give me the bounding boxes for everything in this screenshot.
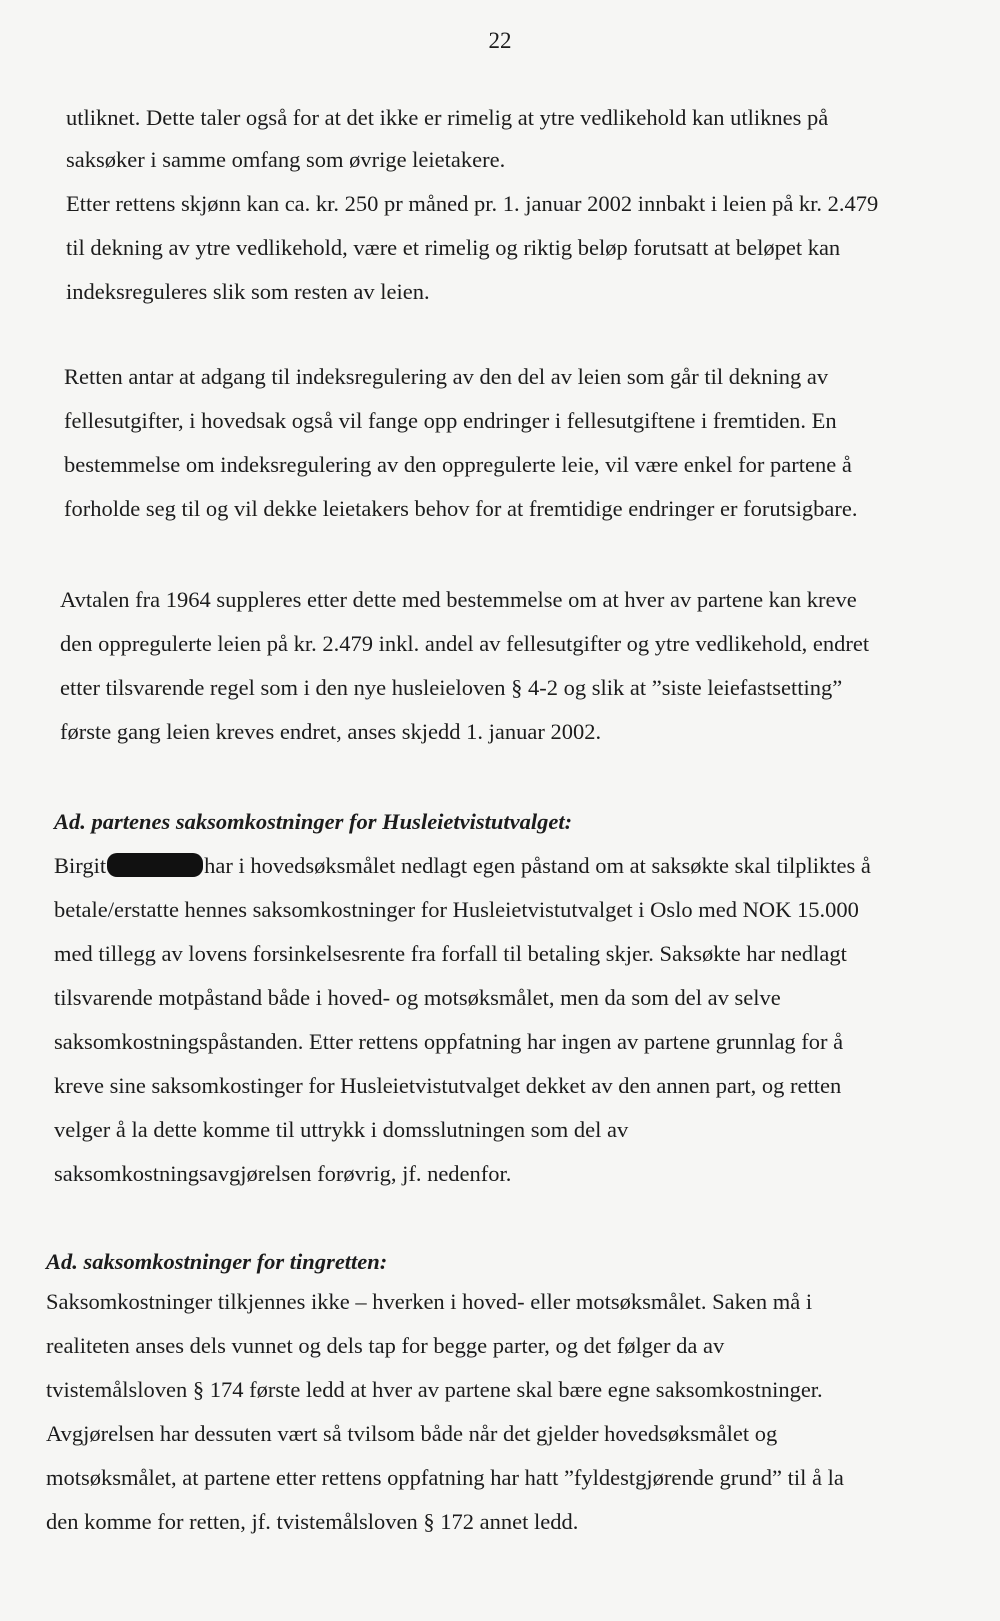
text-line: forholde seg til og vil dekke leietakers behov for at fremtidige endringer er forutsigbare. [64,496,858,521]
text-line: den oppregulerte leien på kr. 2.479 inkl. andel av fellesutgifter og ytre vedlikehold, endret [60,631,870,656]
paragraph-2 [64,363,964,533]
text-line: kreve sine saksomkostinger for Husleietvistutvalget dekket av den annen part, og retten [54,1073,842,1098]
text-line: Retten antar at adgang til indeksregulering av den del av leien som går til dekning av [64,364,829,389]
section-heading: Ad. saksomkostninger for tingretten: [46,1249,388,1274]
section-tingretten [46,1248,966,1538]
text-line: velger å la dette komme til uttrykk i domsslutningen som del av [54,1117,629,1142]
paragraph-3 [60,586,960,756]
text-line: saksøker i samme omfang som øvrige leietakere. [66,147,506,172]
text-line: saksomkostningspåstanden. Etter rettens oppfatning har ingen av partene grunnlag for å [54,1029,844,1054]
text-line: tilsvarende motpåstand både i hoved- og motsøksmålet, men da som del av selve [54,985,781,1010]
text-line: betale/erstatte hennes saksomkostninger for Husleietvistutvalget i Oslo med NOK 15.000 [54,897,859,922]
text-line: tvistemålsloven § 174 første ledd at hver av partene skal bære egne saksomkostninger. [46,1377,823,1402]
text-line: Avgjørelsen har dessuten vært så tvilsom både når det gjelder hovedsøksmålet og [46,1421,778,1446]
text-line: realiteten anses dels vunnet og dels tap for begge parter, og det følger da av [46,1333,725,1358]
text-line: fellesutgifter, i hovedsak også vil fange opp endringer i fellesutgiftene i fremtiden. En [64,408,837,433]
text-line: bestemmelse om indeksregulering av den oppregulerte leie, vil være enkel for partene å [64,452,852,477]
text-line: indeksreguleres slik som resten av leien. [66,279,430,304]
page-number: 22 [488,28,512,53]
text-fragment: har i hovedsøksmålet nedlagt egen påstand om at saksøkte skal tilpliktes å [204,853,871,878]
text-line: Avtalen fra 1964 suppleres etter dette med bestemmelse om at hver av partene kan kreve [60,587,857,612]
text-line: den komme for retten, jf. tvistemålsloven § 172 annet ledd. [46,1509,579,1534]
section-heading: Ad. partenes saksomkostninger for Husleietvistutvalget: [54,809,573,834]
text-line: motsøksmålet, at partene etter rettens oppfatning har hatt ”fyldestgjørende grund” til å la [46,1465,844,1490]
text-line: Saksomkostninger tilkjennes ikke – hverken i hoved- eller motsøksmålet. Saken må i [46,1289,813,1314]
text-line: saksomkostningsavgjørelsen forøvrig, jf. nedenfor. [54,1161,512,1186]
text-line: etter tilsvarende regel som i den nye husleieloven § 4-2 og slik at ”siste leiefastsetting” [60,675,843,700]
text-line-with-redaction [54,852,871,880]
text-line: Etter rettens skjønn kan ca. kr. 250 pr måned pr. 1. januar 2002 innbakt i leien på kr. 2.479 [66,191,879,216]
text-line: med tillegg av lovens forsinkelsesrente fra forfall til betaling skjer. Saksøkte har nedlagt [54,941,847,966]
text-fragment: Birgit [54,853,107,878]
text-line: første gang leien kreves endret, anses skjedd 1. januar 2002. [60,719,602,744]
redaction-bar [107,853,203,877]
paragraph-1 [66,104,966,314]
section-husleietvistutvalget [54,808,974,1188]
text-line: til dekning av ytre vedlikehold, være et rimelig og riktig beløp forutsatt at beløpet kan [66,235,841,260]
text-line: utliknet. Dette taler også for at det ikke er rimelig at ytre vedlikehold kan utliknes på [66,105,829,130]
